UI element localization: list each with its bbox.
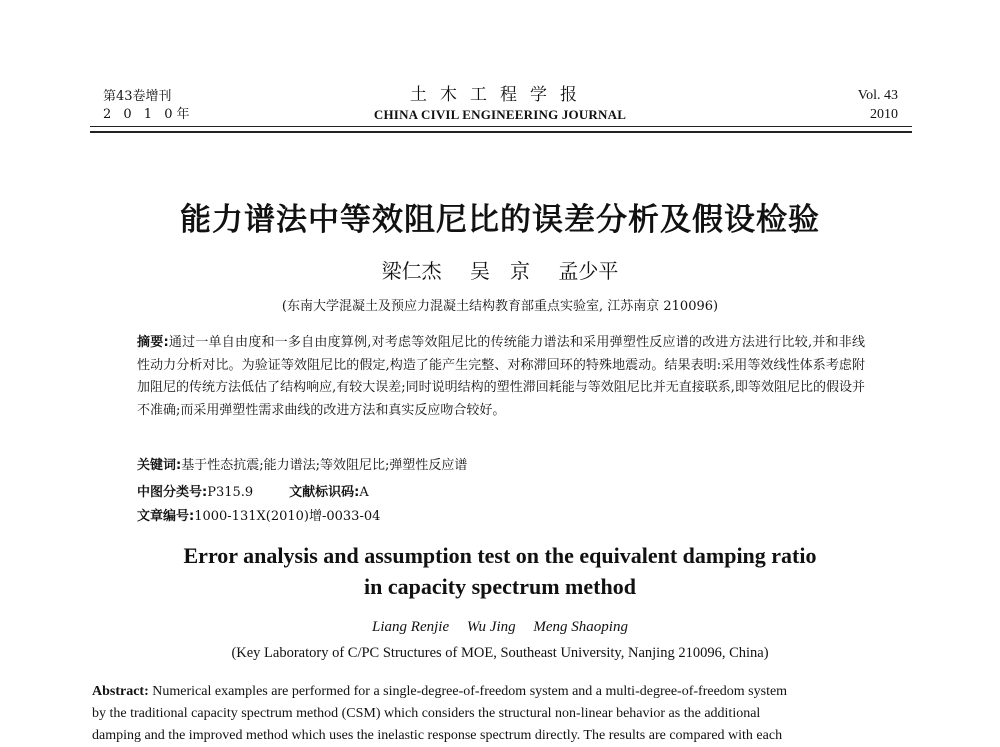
author-en: Liang Renjie: [372, 619, 450, 635]
journal-name-block: [330, 84, 670, 124]
abstract-en-line1: [92, 681, 918, 703]
author-list-en: [0, 617, 1000, 637]
journal-volume-block: [103, 88, 193, 124]
volume-en: Vol. 43: [857, 88, 898, 103]
header-rule-thick: [90, 131, 912, 133]
doc-code-value: A: [359, 485, 369, 500]
clc-label: 中图分类号:: [137, 485, 208, 500]
year-cn: 2 0 1 0年: [103, 107, 194, 122]
author-en: Wu Jing: [466, 619, 516, 635]
author-cn: 吴 京: [470, 259, 530, 283]
abstract-en-text-2: by the traditional capacity spectrum method (CSM) which considers the structural non-linear behavior as the additional: [92, 706, 761, 721]
keywords-cn-label: 关键词:: [137, 458, 182, 473]
article-number-label: 文章编号:: [137, 509, 195, 524]
author-list-cn: [0, 258, 1000, 284]
paper-title-en-line1: Error analysis and assumption test on the equivalent damping ratio: [183, 543, 817, 568]
author-cn: 梁仁杰: [381, 259, 442, 283]
abstract-en: [92, 681, 918, 747]
abstract-en-text-3: damping and the improved method which uses the inelastic response spectrum directly. The results are compared with each: [92, 728, 783, 743]
paper-title-cn: 能力谱法中等效阻尼比的误差分析及假设检验: [180, 202, 820, 238]
clc-value: P315.9: [207, 485, 254, 500]
abstract-cn-text: 通过一单自由度和一多自由度算例,对考虑等效阻尼比的传统能力谱法和采用弹塑性反应谱的改进方法进行比较,并和非线性动力分析对比。为验证等效阻尼比的假定,构造了能产生完整、对称滞回环的特殊地震动。结果表明:采用等效线性体系考虑附加阻尼的传统方法低估了结构响应,有较大误差;同时说明结构的塑性滞回耗能与等效阻尼比并无直接联系,即等效阻尼比的假设并不准确;而采用弹塑性需求曲线的改进方法和真实反应吻合较好。: [137, 335, 866, 418]
volume-cn: 第43卷增刊: [103, 89, 172, 104]
year-en: 2010: [870, 107, 898, 122]
journal-name-cn: 土木工程学报: [410, 85, 590, 105]
doc-code-label: 文献标识码:: [289, 485, 360, 500]
paper-title-en: [0, 540, 1000, 602]
abstract-cn: [137, 332, 865, 422]
abstract-en-colon: :: [144, 684, 149, 699]
article-number-value: 1000-131X(2010)增-0033-04: [194, 509, 381, 524]
classification-line: [137, 484, 369, 502]
abstract-en-text-1: Numerical examples are performed for a single-degree-of-freedom system and a multi-degree-of-freedom system: [148, 684, 788, 699]
author-en: Meng Shaoping: [533, 619, 628, 635]
header-rule-thin: [90, 126, 912, 127]
article-number: [137, 508, 380, 526]
affiliation-cn: (东南大学混凝土及预应力混凝土结构教育部重点实验室, 江苏南京 210096): [281, 299, 719, 314]
paper-title-en-line2: in capacity spectrum method: [364, 574, 636, 599]
keywords-cn: [137, 457, 467, 475]
journal-name-en: CHINA CIVIL ENGINEERING JOURNAL: [373, 107, 627, 122]
author-cn: 孟少平: [558, 259, 619, 283]
journal-issue-block: [840, 86, 898, 124]
abstract-cn-label: 摘要:: [137, 335, 169, 350]
abstract-en-label: Abstract: [92, 684, 145, 699]
affiliation-en: (Key Laboratory of C/PC Structures of MOE, Southeast University, Nanjing 210096, China): [231, 645, 769, 661]
keywords-cn-text: 基于性态抗震;能力谱法;等效阻尼比;弹塑性反应谱: [181, 458, 468, 473]
